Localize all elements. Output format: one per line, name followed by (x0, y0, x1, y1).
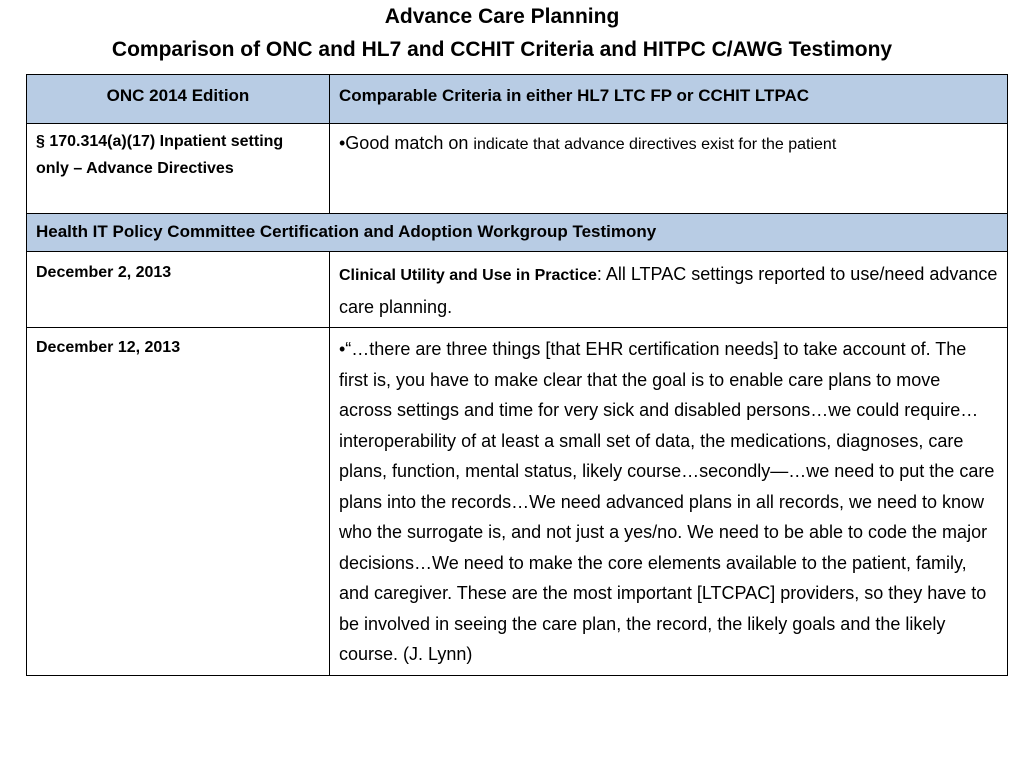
testimony-cell: •“…there are three things [that EHR certification needs] to take account of. The first is, you have to make clear that the goal is to enable care plans to move across settings and time for very sick and disabled persons…we could require…interoperability of at least a small set of data, the medications, diagnoses, care plans, function, mental status, likely course…secondly—…we need to put the care plans into the records…We need advanced plans in all records, we need to know who the surrogate is, and not just a yes/no. We need to be able to code the major decisions…We need to make the core elements available to the patient, family, and caregiver. These are the most important [LTCPAC] providers, so they have to be involved in seeing the care plan, the record, the likely goals and the likely course. (J. Lynn) (330, 328, 1008, 676)
section-header-row (27, 214, 1008, 252)
comparison-table (26, 74, 1008, 676)
testimony-label: Clinical Utility and Use in Practice (339, 267, 597, 284)
date-cell: December 2, 2013 (27, 252, 330, 328)
slide-title (0, 0, 1024, 66)
testimony-cell (330, 252, 1008, 328)
date-cell: December 12, 2013 (27, 328, 330, 676)
header-onc-edition: ONC 2014 Edition (27, 75, 330, 124)
match-prefix: •Good match on (339, 133, 474, 153)
match-cell (330, 124, 1008, 214)
section-header-hitpc: Health IT Policy Committee Certification and Adoption Workgroup Testimony (27, 214, 1008, 252)
header-comparable-criteria: Comparable Criteria in either HL7 LTC FP or CCHIT LTPAC (330, 75, 1008, 124)
testimony-text: : All LTPAC settings reported to use/need advance care planning. (339, 264, 998, 317)
title-line-2: Comparison of ONC and HL7 and CCHIT Criteria and HITPC C/AWG Testimony (111, 38, 893, 61)
table-row (27, 252, 1008, 328)
table-header-row (27, 75, 1008, 124)
match-description: indicate that advance directives exist for the patient (473, 136, 837, 153)
criteria-cell: § 170.314(a)(17) Inpatient setting only – Advance Directives (27, 124, 330, 214)
table-row (27, 124, 1008, 214)
table-row (27, 328, 1008, 676)
title-line-1: Advance Care Planning (384, 5, 620, 28)
